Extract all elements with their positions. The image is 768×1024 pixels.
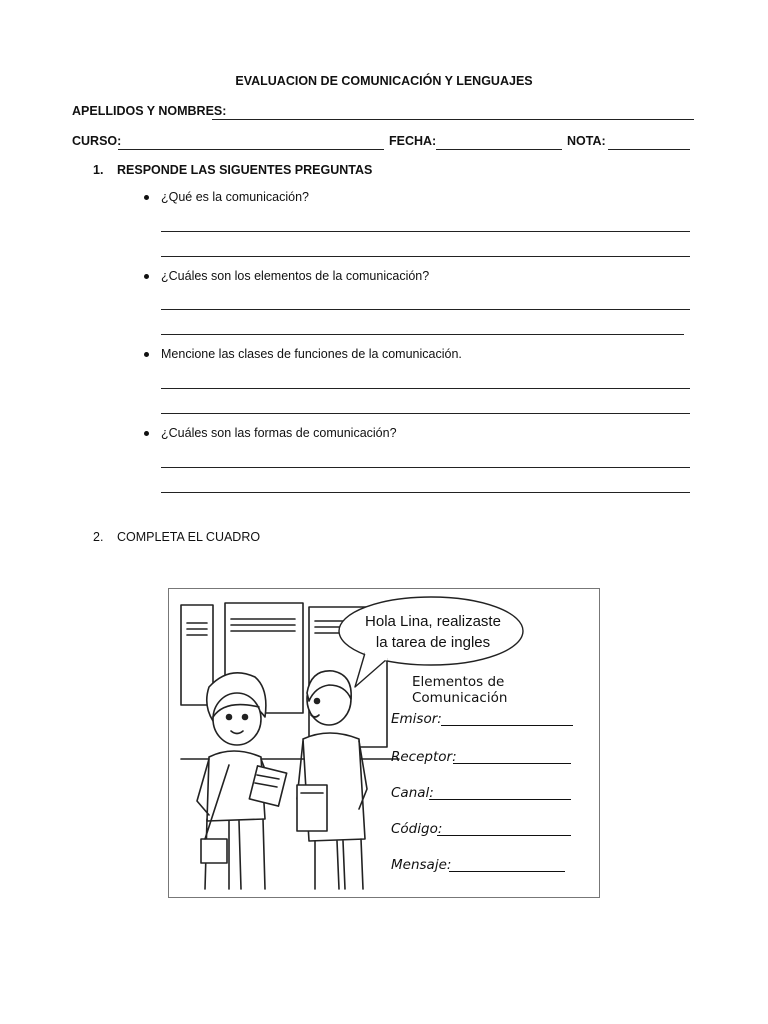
date-field[interactable] — [436, 149, 562, 150]
grade-field[interactable] — [608, 149, 690, 150]
course-label: CURSO: — [72, 134, 122, 148]
canal-blank[interactable] — [429, 799, 571, 800]
answer-line-1a[interactable] — [161, 231, 690, 232]
answer-line-2b[interactable] — [161, 334, 684, 335]
field-receptor: Receptor: — [391, 749, 457, 765]
answer-line-4b[interactable] — [161, 492, 690, 493]
answer-line-4a[interactable] — [161, 467, 690, 468]
codigo-blank[interactable] — [437, 835, 571, 836]
question-2: ¿Cuáles son los elementos de la comunicación? — [161, 269, 430, 283]
speech-line-1: Hola Lina, realizaste — [365, 613, 501, 630]
bullet-icon — [144, 274, 149, 279]
field-emisor: Emisor: — [391, 711, 442, 727]
page-title: EVALUACION DE COMUNICACIÓN Y LENGUAJES — [235, 74, 533, 88]
answer-line-3a[interactable] — [161, 388, 690, 389]
question-4: ¿Cuáles son las formas de comunicación? — [161, 426, 397, 440]
section1-heading: RESPONDE LAS SIGUENTES PREGUNTAS — [117, 163, 373, 177]
communication-figure — [168, 588, 600, 898]
field-mensaje: Mensaje: — [391, 857, 452, 873]
box-title: Elementos de Comunicación — [412, 674, 508, 706]
section2-number: 2. — [93, 530, 104, 544]
speech-bubble-text — [345, 611, 521, 653]
bullet-icon — [144, 352, 149, 357]
answer-line-1b[interactable] — [161, 256, 690, 257]
names-field[interactable] — [212, 119, 694, 120]
section1-number: 1. — [93, 163, 104, 177]
field-codigo: Código: — [391, 821, 443, 837]
grade-label: NOTA: — [567, 134, 606, 148]
question-1: ¿Qué es la comunicación? — [161, 190, 309, 204]
course-field[interactable] — [118, 149, 384, 150]
answer-line-2a[interactable] — [161, 309, 690, 310]
question-3: Mencione las clases de funciones de la comunicación. — [161, 347, 462, 361]
mensaje-blank[interactable] — [449, 871, 565, 872]
section2-heading: COMPLETA EL CUADRO — [117, 530, 261, 544]
receptor-blank[interactable] — [453, 763, 571, 764]
bullet-icon — [144, 431, 149, 436]
names-label: APELLIDOS Y NOMBRES: — [72, 104, 227, 118]
answer-line-3b[interactable] — [161, 413, 690, 414]
speech-line-2: la tarea de ingles — [375, 634, 491, 651]
bullet-icon — [144, 195, 149, 200]
field-canal: Canal: — [391, 785, 434, 801]
emisor-blank[interactable] — [441, 725, 573, 726]
date-label: FECHA: — [389, 134, 437, 148]
